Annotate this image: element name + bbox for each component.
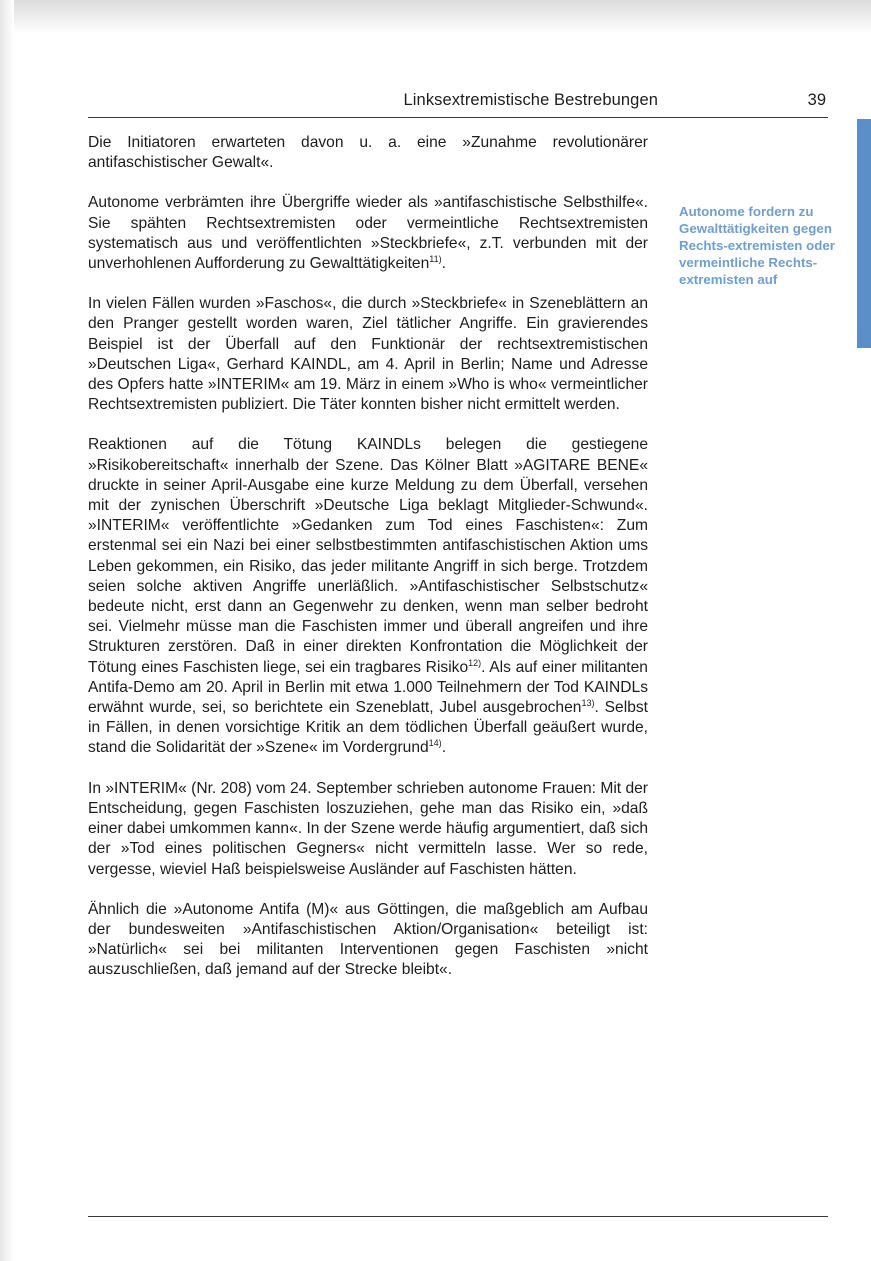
paragraph-2 xyxy=(88,193,648,274)
footnote-ref-13: 13) xyxy=(581,698,595,709)
paragraph-4-end: . xyxy=(441,739,447,757)
footnote-ref-14: 14) xyxy=(428,738,442,749)
running-title: Linksextremistische Bestrebungen xyxy=(403,91,658,109)
page-scan-shadow xyxy=(0,0,871,34)
body-text xyxy=(88,133,648,1001)
footnote-ref-12: 12) xyxy=(468,657,482,668)
paragraph-2-end: . xyxy=(441,255,446,273)
paragraph-4-text-a: Reaktionen auf die Tötung KAINDLs belegen die gestiegene »Risikobereitschaft« innerhalb der Szene. Das Kölner Blatt »AGITARE BENE« druckte in seiner April-Ausgabe eine kurze Meldung zu dem Überfall, versehen mit der zynischen Überschrift »Deutsche Liga beklagt Mitglieder-Schwund«. »INTERIM« veröffentlichte »Gedanken zum Tod eines Faschisten«: Zum erstenmal sei ein Nazi bei einer selbstbestimmten antifaschistischen Aktion ums Leben gekommen, ein Risiko, das jeder militante Angriff in sich berge. Trotzdem seien solche aktiven Angriffe unerläßlich. »Antifaschistischer Selbstschutz« bedeute nicht, erst dann an Gegenwehr zu denken, wenn man selber bedroht sei. Vielmehr müsse man die Faschisten immer und überall angreifen und ihre Strukturen zerstören. Daß in einer direkten Konfrontation die Möglichkeit der Tötung eines Faschisten liege, sei ein tragbares Risiko xyxy=(88,436,648,676)
paragraph-6: Ähnlich die »Autonome Antifa (M)« aus Göttingen, die maßgeblich am Aufbau der bundesweiten »Antifaschistischen Aktion/Organisation« beteiligt ist: »Natürlich« sei bei militanten Interventionen gegen Faschisten »nicht auszuschließen, daß jemand auf der Strecke bleibt«. xyxy=(88,900,648,979)
margin-note: Autonome fordern zu Gewalttätigkeiten gegen Rechts-extremisten oder vermeintliche Rechts-extremisten auf xyxy=(679,204,835,288)
paragraph-3: In vielen Fällen wurden »Faschos«, die durch »Steckbriefe« in Szeneblättern an den Pranger gestellt worden waren, Ziel tätlicher Angriffe. Ein gravierendes Beispiel ist der Überfall auf den Funktionär der rechtsextremistischen »Deutschen Liga«, Gerhard KAINDL, am 4. April in Berlin; Name und Adresse des Opfers hatte »INTERIM« am 19. März in einem »Who is who« vermeintlicher Rechtsextremisten publiziert. Die Täter konnten bisher nicht ermittelt werden. xyxy=(88,295,648,414)
paragraph-4-text-b: . Als auf einer militanten Antifa-Demo am 20. April in Berlin mit etwa 1.000 Teilnehmern der Tod KAINDLs erwähnt wurde, sei, so berichtete ein Szeneblatt, Jubel ausgebrochen xyxy=(88,658,648,717)
running-header xyxy=(88,91,828,118)
footer-rule xyxy=(88,1216,828,1217)
paragraph-4-text-c: . Selbst in Fällen, in denen vorsichtige Kritik an dem tödlichen Überfall geäußert wurde, stand die Solidarität der »Szene« im Vordergrund xyxy=(88,699,648,757)
footnote-ref-11: 11) xyxy=(429,254,442,265)
chapter-thumb-tab xyxy=(857,119,871,348)
page-number: 39 xyxy=(807,91,826,109)
paragraph-4 xyxy=(88,435,648,758)
paragraph-5: In »INTERIM« (Nr. 208) vom 24. September schrieben autonome Frauen: Mit der Entscheidung, gegen Faschisten loszuziehen, gehe man das Risiko ein, »daß einer dabei umkommen kann«. In der Szene werde häufig argumentiert, daß sich der »Tod eines politischen Gegners« nicht vermitteln lasse. Wer so rede, vergesse, wieviel Haß beispielsweise Ausländer auf Faschisten hätten. xyxy=(88,779,648,878)
paragraph-2-text: Autonome verbrämten ihre Übergriffe wieder als »antifaschistische Selbsthilfe«. Sie spähten Rechtsextremisten oder vermeintliche Rechtsextremisten systematisch aus und veröffentlichten »Steckbriefe«, z.T. verbunden mit der unverhohlenen Aufforderung zu Gewalttätigkeiten xyxy=(88,194,648,273)
page-scan-edge xyxy=(0,0,14,1261)
paragraph-1: Die Initiatoren erwarteten davon u. a. eine »Zunahme revolutionärer antifaschistischer Gewalt«. xyxy=(88,134,648,172)
